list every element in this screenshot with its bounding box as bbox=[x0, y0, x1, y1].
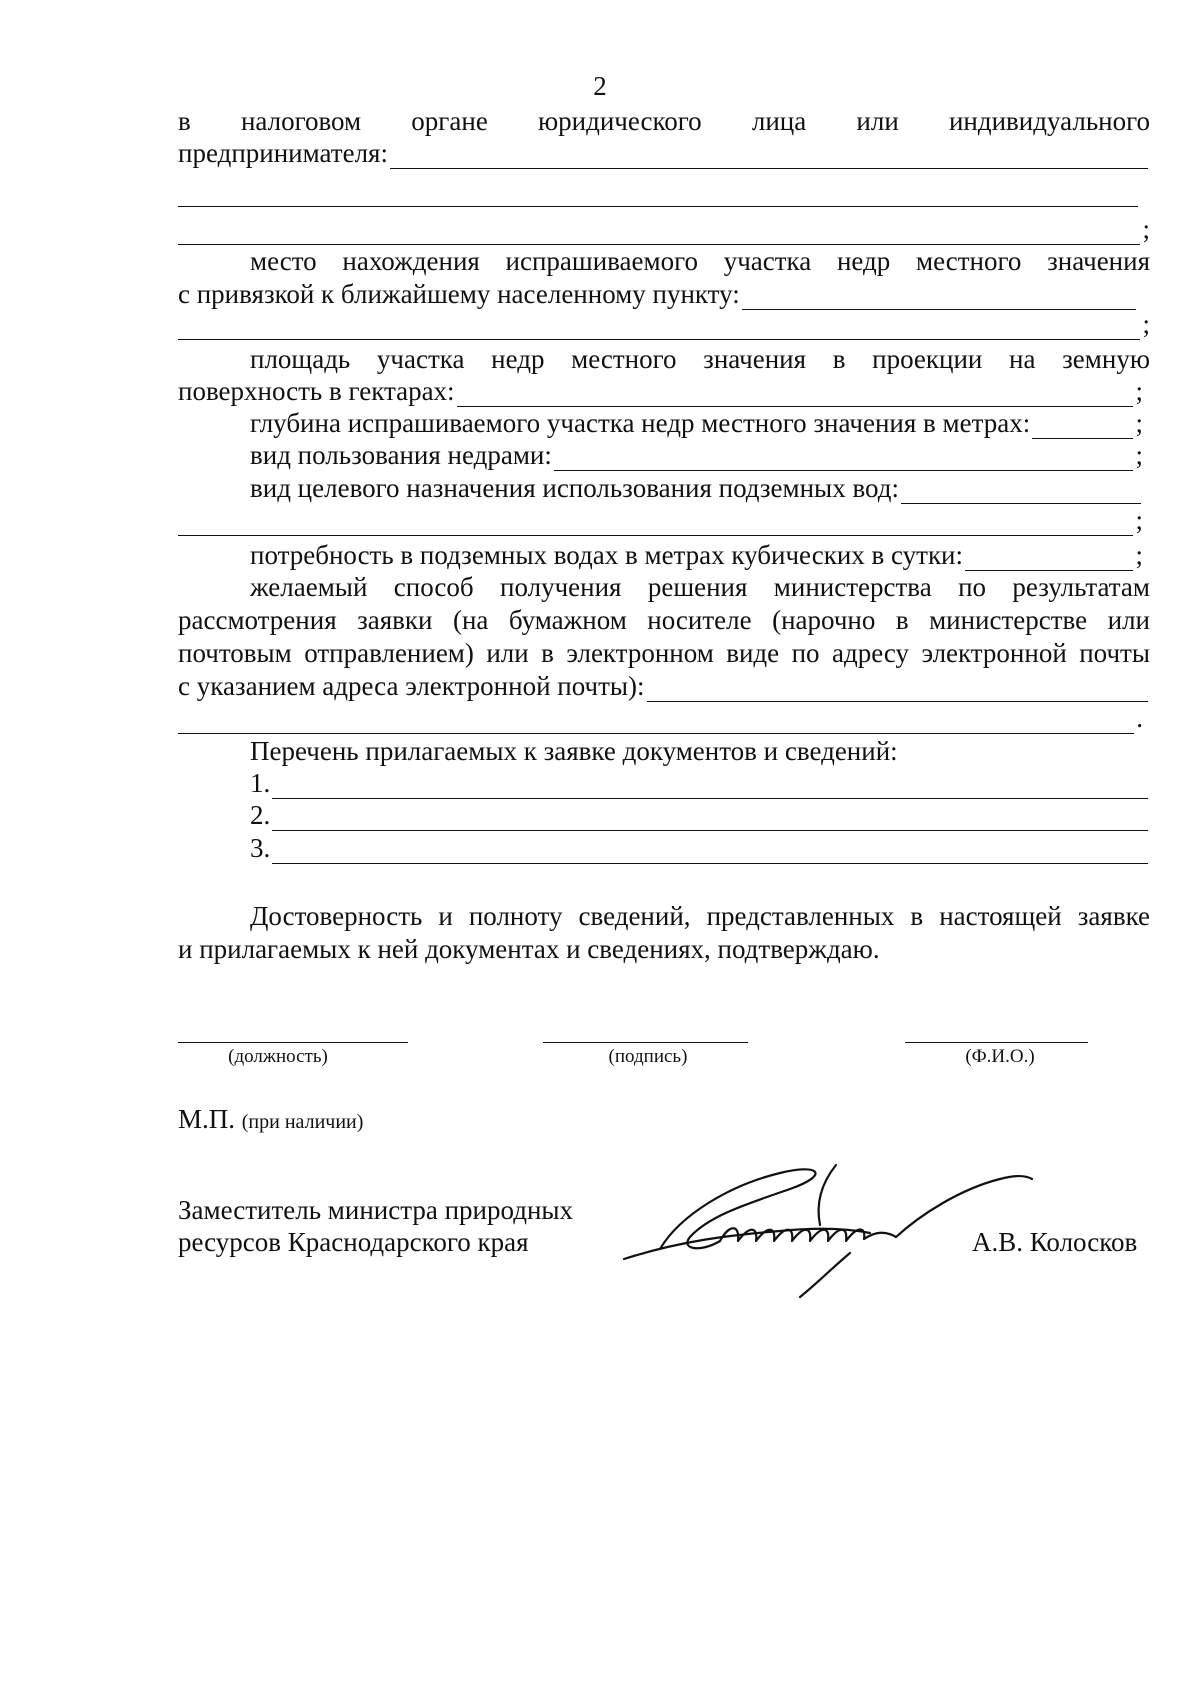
tax-blank-2 bbox=[178, 220, 1140, 245]
semicolon: ; bbox=[1135, 376, 1143, 406]
position-rule bbox=[178, 1042, 408, 1043]
method-line-2: рассмотрения заявки (на бумажном носителе (нарочно в министерстве или bbox=[178, 605, 1150, 635]
name-caption: (Ф.И.О.) bbox=[965, 1046, 1035, 1067]
demand-line bbox=[250, 539, 1143, 571]
area-line-2-text: поверхность в гектарах: bbox=[178, 376, 455, 406]
semicolon: ; bbox=[1142, 309, 1150, 339]
purpose-line bbox=[250, 472, 1143, 504]
attachments-title: Перечень прилагаемых к заявке документов и сведений: bbox=[250, 736, 898, 766]
semicolon: ; bbox=[1135, 540, 1143, 570]
signature-rule bbox=[543, 1042, 748, 1043]
location-line-2 bbox=[178, 278, 1138, 310]
area-line-1: площадь участка недр местного значения в проекции на земную bbox=[250, 344, 1150, 374]
name-rule bbox=[905, 1042, 1088, 1043]
semicolon: ; bbox=[1135, 505, 1143, 535]
method-line-4-text: с указанием адреса электронной почты): bbox=[178, 671, 645, 701]
stamp-main: М.П. bbox=[178, 1104, 236, 1134]
tax-line-2 bbox=[178, 137, 1150, 169]
email-blank-2 bbox=[178, 709, 1134, 734]
location-blank-2 bbox=[178, 315, 1140, 340]
demand-blank bbox=[965, 546, 1133, 571]
demand-text: потребность в подземных водах в метрах кубических в сутки: bbox=[250, 540, 964, 570]
location-line-3 bbox=[178, 308, 1150, 340]
semicolon: ; bbox=[1142, 214, 1150, 244]
semicolon: ; bbox=[1135, 440, 1143, 470]
purpose-blank bbox=[901, 479, 1141, 504]
signer-title-2: ресурсов Краснодарского края bbox=[178, 1227, 529, 1257]
attachment-item-1 bbox=[250, 767, 1150, 799]
signature-caption: (подпись) bbox=[608, 1046, 688, 1067]
page-number: 2 bbox=[593, 71, 607, 101]
tax-line-1: в налоговом органе юридического лица или индивидуального bbox=[178, 106, 1150, 136]
position-caption: (должность) bbox=[228, 1046, 328, 1067]
method-line-4 bbox=[178, 670, 1150, 702]
area-line-2 bbox=[178, 375, 1143, 407]
attachment-blank bbox=[272, 839, 1148, 864]
confirm-line-2: и прилагаемых к ней документах и сведениях, подтверждаю. bbox=[178, 934, 880, 964]
confirm-line-1: Достоверность и полноту сведений, представленных в настоящей заявке bbox=[250, 901, 1150, 931]
location-line-1: место нахождения испрашиваемого участка недр местного значения bbox=[250, 246, 1150, 276]
depth-text: глубина испрашиваемого участка недр местного значения в метрах: bbox=[250, 408, 1031, 438]
location-blank bbox=[742, 285, 1136, 310]
signer-name: А.В. Колосков bbox=[972, 1227, 1138, 1257]
attachment-blank bbox=[272, 774, 1148, 799]
stamp-label bbox=[178, 1103, 363, 1138]
attachment-item-3 bbox=[250, 832, 1150, 864]
period: . bbox=[1136, 703, 1143, 733]
method-line-3: почтовым отправлением) или в электронном виде по адресу электронной почты bbox=[178, 638, 1150, 668]
location-line-2-text: с привязкой к ближайшему населенному пункту: bbox=[178, 279, 740, 309]
semicolon: ; bbox=[1135, 408, 1143, 438]
attachment-number: 2. bbox=[250, 800, 271, 830]
purpose-line-2 bbox=[178, 504, 1143, 536]
blank-rule bbox=[178, 206, 1138, 207]
stamp-note: (при наличии) bbox=[241, 1111, 364, 1133]
attachment-number: 1. bbox=[250, 768, 271, 798]
tax-blank bbox=[390, 144, 1148, 169]
attachment-item-2 bbox=[250, 799, 1150, 831]
area-blank bbox=[457, 382, 1134, 407]
attachment-blank bbox=[272, 806, 1148, 831]
signer-title-1: Заместитель министра природных bbox=[178, 1195, 574, 1225]
tax-line-4 bbox=[178, 213, 1150, 245]
use-type-line bbox=[250, 439, 1143, 471]
method-line-5 bbox=[178, 702, 1143, 734]
tax-line-2-text: предпринимателя: bbox=[178, 138, 388, 168]
attachment-number: 3. bbox=[250, 833, 271, 863]
use-type-text: вид пользования недрами: bbox=[250, 440, 552, 470]
email-blank bbox=[647, 677, 1148, 702]
purpose-blank-2 bbox=[178, 511, 1133, 536]
depth-blank bbox=[1032, 414, 1133, 439]
handwritten-signature bbox=[620, 1145, 1060, 1305]
use-type-blank bbox=[554, 446, 1134, 471]
method-line-1: желаемый способ получения решения министерства по результатам bbox=[250, 572, 1150, 602]
purpose-text: вид целевого назначения использования подземных вод: bbox=[250, 473, 899, 503]
depth-line bbox=[250, 407, 1143, 439]
